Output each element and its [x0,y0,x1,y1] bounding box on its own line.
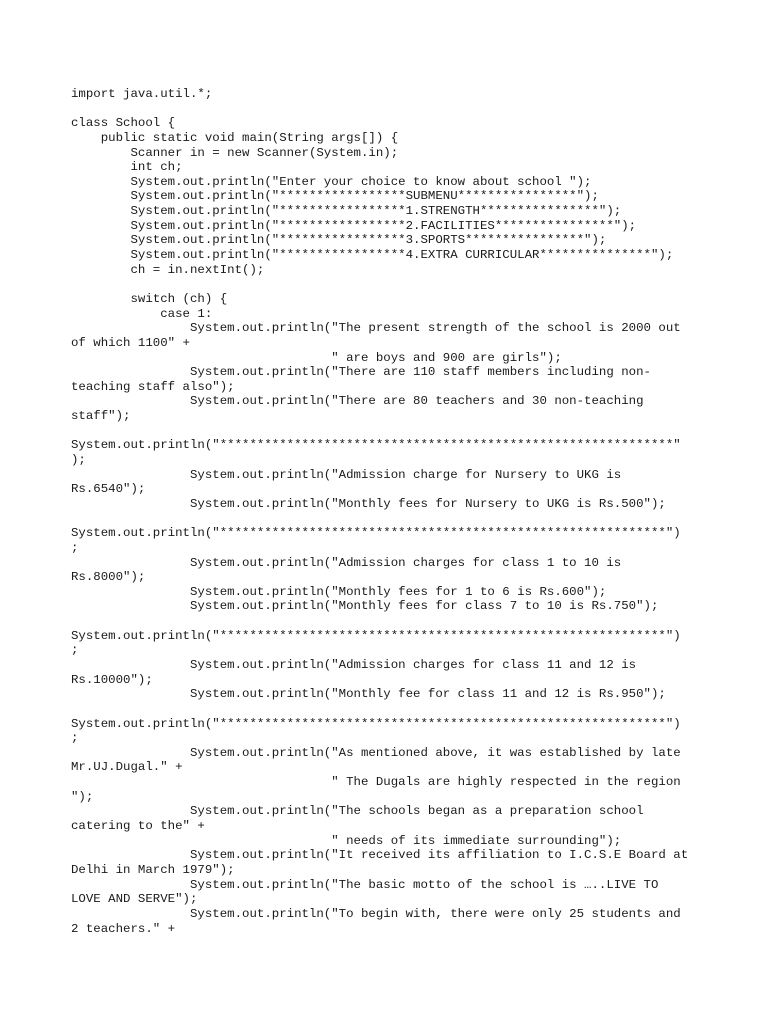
code-line: System.out.println("There are 80 teachers and 30 non-teaching [71,394,644,409]
code-line: System.out.println("The basic motto of the school is …..LIVE TO [71,877,659,892]
code-line [71,102,711,117]
code-line: System.out.println("The schools began as a preparation school [71,804,644,819]
code-line: of which 1100" + [71,335,190,350]
code-line: System.out.println("************************************************************") [71,628,681,643]
code-listing [71,87,711,936]
code-line [71,277,711,292]
code-line: System.out.println("*****************3.SPORTS****************"); [71,233,607,248]
code-line: System.out.println("Admission charges for class 11 and 12 is [71,657,637,672]
code-line: "); [71,789,94,804]
code-line: ; [71,540,79,555]
code-line: ; [71,731,79,746]
code-line: " needs of its immediate surrounding"); [71,833,622,848]
code-line [71,702,711,717]
code-line: System.out.println("*****************SUBMENU****************"); [71,189,599,204]
code-line: ; [71,643,79,658]
code-line: System.out.println("Monthly fees for class 7 to 10 is Rs.750"); [71,599,659,614]
code-line: LOVE AND SERVE"); [71,892,198,907]
code-line [71,424,711,439]
code-line: System.out.println("As mentioned above, it was established by late [71,745,681,760]
code-line [71,614,711,629]
code-line: System.out.println("It received its affiliation to I.C.S.E Board at [71,848,689,863]
code-line: ); [71,453,86,468]
code-line: System.out.println("Monthly fees for Nursery to UKG is Rs.500"); [71,496,666,511]
code-line: System.out.println("Admission charges for class 1 to 10 is [71,555,622,570]
code-line: int ch; [71,160,183,175]
code-line: case 1: [71,306,213,321]
code-line: System.out.println("*****************2.FACILITIES****************"); [71,218,637,233]
code-line: Delhi in March 1979"); [71,862,235,877]
code-line: Scanner in = new Scanner(System.in); [71,145,399,160]
code-line: System.out.println("Enter your choice to know about school "); [71,174,592,189]
code-line: System.out.println("Monthly fees for 1 to 6 is Rs.600"); [71,584,607,599]
code-line: System.out.println("Monthly fee for class 11 and 12 is Rs.950"); [71,687,666,702]
code-line: System.out.println("To begin with, there were only 25 students and [71,906,681,921]
code-line: teaching staff also"); [71,379,235,394]
code-line: Rs.10000"); [71,672,153,687]
code-line: class School { [71,116,176,131]
code-line: System.out.println("*****************4.EXTRA CURRICULAR***************"); [71,248,674,263]
code-line: switch (ch) { [71,291,228,306]
code-line: Rs.8000"); [71,570,146,585]
code-line [71,512,711,527]
code-line: System.out.println("Admission charge for Nursery to UKG is [71,467,622,482]
code-line: System.out.println("The present strength of the school is 2000 out [71,321,681,336]
code-line: " The Dugals are highly respected in the region [71,775,681,790]
code-line: staff"); [71,409,131,424]
code-line: System.out.println("************************************************************") [71,716,681,731]
code-line: public static void main(String args[]) { [71,130,399,145]
code-line: Rs.6540"); [71,482,146,497]
code-line: System.out.println("************************************************************") [71,526,681,541]
code-line: System.out.println("*************************************************************" [71,438,681,453]
code-line: System.out.println("There are 110 staff members including non- [71,365,651,380]
code-line: catering to the" + [71,819,205,834]
code-line: Mr.UJ.Dugal." + [71,760,183,775]
code-line: ch = in.nextInt(); [71,262,265,277]
code-line: System.out.println("*****************1.STRENGTH****************"); [71,204,622,219]
code-line: " are boys and 900 are girls"); [71,350,562,365]
code-line: import java.util.*; [71,87,213,101]
code-line: 2 teachers." + [71,921,176,936]
